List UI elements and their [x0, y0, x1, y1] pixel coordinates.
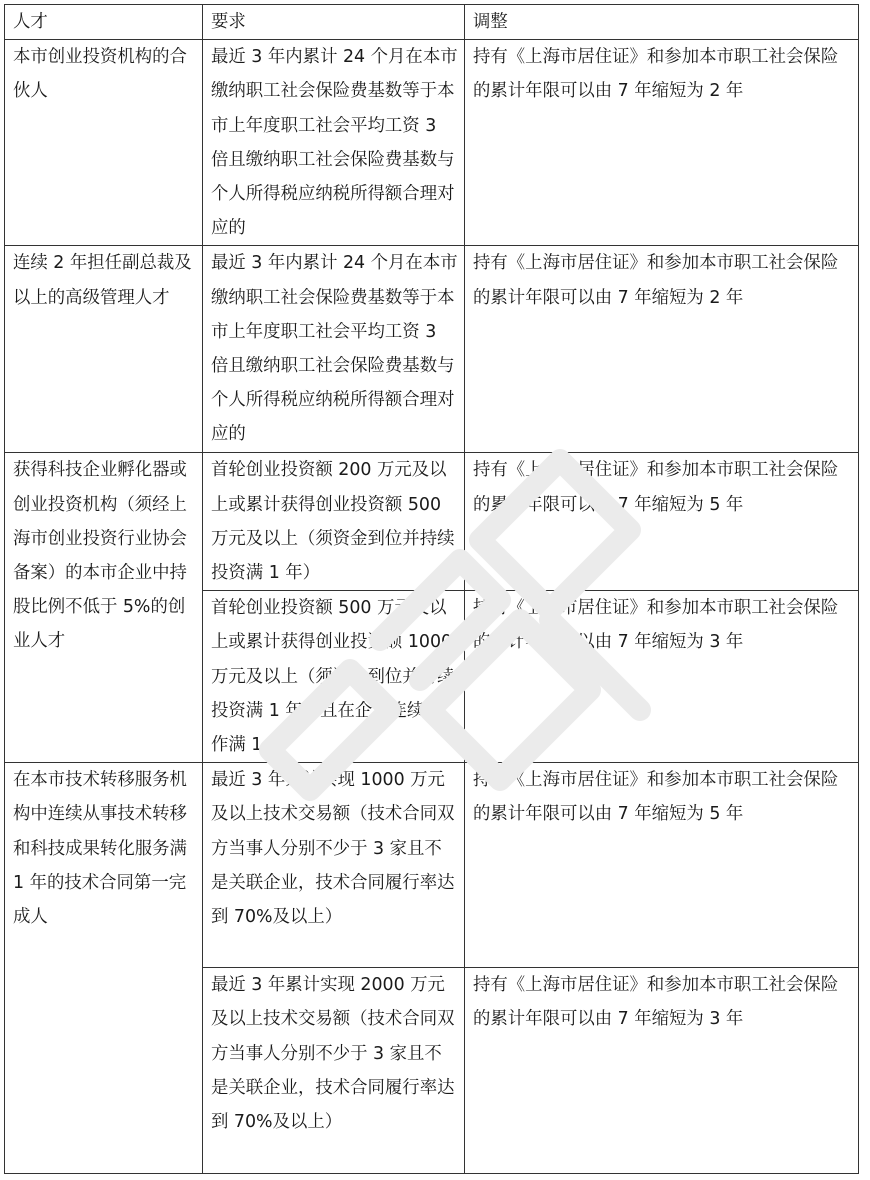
table-row — [5, 763, 859, 968]
adjustment-cell: 持有《上海市居住证》和参加本市职工社会保险的累计年限可以由 7 年缩短为 2 年 — [465, 40, 859, 246]
talent-policy-table — [4, 4, 859, 1174]
adjustment-cell: 持有《上海市居住证》和参加本市职工社会保险的累计年限可以由 7 年缩短为 3 年 — [465, 968, 859, 1174]
talent-cell: 连续 2 年担任副总裁及以上的高级管理人才 — [5, 246, 203, 453]
requirement-cell: 首轮创业投资额 500 万元及以上或累计获得创业投资额 1000 万元及以上（须资金到位并持续投资满 1 年）且在企业连续工作满 1 年 — [203, 591, 465, 763]
table-row — [5, 246, 859, 453]
talent-cell: 本市创业投资机构的合伙人 — [5, 40, 203, 246]
header-talent: 人才 — [5, 5, 203, 40]
policy-table-container — [4, 4, 859, 1174]
adjustment-cell: 持有《上海市居住证》和参加本市职工社会保险的累计年限可以由 7 年缩短为 2 年 — [465, 246, 859, 453]
header-requirement: 要求 — [203, 5, 465, 40]
adjustment-cell: 持有《上海市居住证》和参加本市职工社会保险的累计年限可以由 7 年缩短为 5 年 — [465, 763, 859, 968]
requirement-cell: 最近 3 年内累计 24 个月在本市缴纳职工社会保险费基数等于本市上年度职工社会平均工资 3 倍且缴纳职工社会保险费基数与个人所得税应纳税所得额合理对应的 — [203, 40, 465, 246]
requirement-cell: 最近 3 年累计实现 1000 万元及以上技术交易额（技术合同双方当事人分别不少于 3 家且不是关联企业，技术合同履行率达到 70%及以上） — [203, 763, 465, 968]
table-row — [5, 40, 859, 246]
adjustment-cell: 持有《上海市居住证》和参加本市职工社会保险的累计年限可以由 7 年缩短为 5 年 — [465, 453, 859, 591]
requirement-cell: 最近 3 年内累计 24 个月在本市缴纳职工社会保险费基数等于本市上年度职工社会平均工资 3 倍且缴纳职工社会保险费基数与个人所得税应纳税所得额合理对应的 — [203, 246, 465, 453]
table-row — [5, 453, 859, 591]
talent-cell: 在本市技术转移服务机构中连续从事技术转移和科技成果转化服务满 1 年的技术合同第一完成人 — [5, 763, 203, 1174]
requirement-cell: 最近 3 年累计实现 2000 万元及以上技术交易额（技术合同双方当事人分别不少于 3 家且不是关联企业，技术合同履行率达到 70%及以上） — [203, 968, 465, 1174]
adjustment-cell: 持有《上海市居住证》和参加本市职工社会保险的累计年限可以由 7 年缩短为 3 年 — [465, 591, 859, 763]
talent-cell: 获得科技企业孵化器或创业投资机构（须经上海市创业投资行业协会备案）的本市企业中持股比例不低于 5%的创业人才 — [5, 453, 203, 763]
requirement-cell: 首轮创业投资额 200 万元及以上或累计获得创业投资额 500 万元及以上（须资金到位并持续投资满 1 年） — [203, 453, 465, 591]
table-header-row — [5, 5, 859, 40]
header-adjustment: 调整 — [465, 5, 859, 40]
